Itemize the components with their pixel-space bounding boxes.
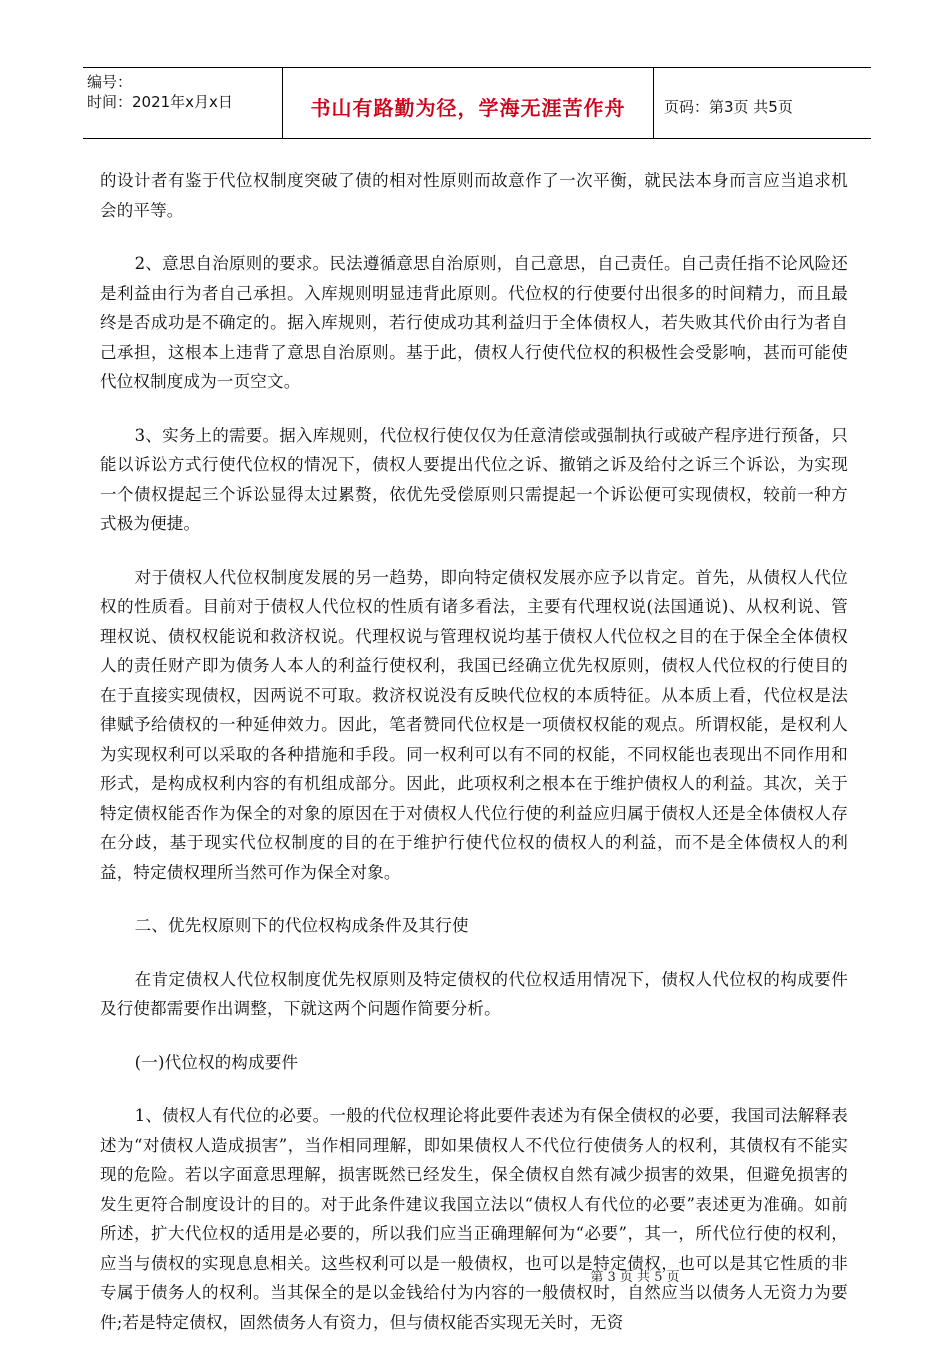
page-info: 页码：第3页 共5页 bbox=[664, 97, 793, 116]
section-heading: 二、优先权原则下的代位权构成条件及其行使 bbox=[134, 916, 469, 935]
paragraph-3: 3、实务上的需要。据入库规则，代位权行使仅仅为任意清偿或强制执行或破产程序进行预备，只能以诉讼方式行使代位权的情况下，债权人要提出代位之诉、撤销之诉及给付之诉三个诉讼，为实现一个债权提起三个诉讼显得太过累赘，依优先受偿原则只需提起一个诉讼便可实现债权，较前一种方式极为便捷。 bbox=[100, 425, 848, 533]
header-page-info-cell bbox=[654, 74, 871, 138]
subsection-heading: (一)代位权的构成要件 bbox=[134, 1052, 299, 1072]
header-meta bbox=[83, 68, 283, 138]
paragraph-6: 在肯定债权人代位权制度优先权原则及特定债权的代位权适用情况下，债权人代位权的构成要件及行使都需要作出调整，下就这两个问题作简要分析。 bbox=[100, 969, 848, 1018]
number-label: 编号： bbox=[87, 73, 133, 91]
motto: 书山有路勤为径，学海无涯苦作舟 bbox=[310, 95, 626, 120]
header-motto-cell bbox=[283, 68, 654, 138]
document-body bbox=[100, 166, 848, 1361]
paragraph-4: 对于债权人代位权制度发展的另一趋势，即向特定债权发展亦应予以肯定。首先，从债权人代位权的性质看。目前对于债权人代位权的性质有诸多看法，主要有代理权说(法国通说)、从权利说、管理权说、债权权能说和救济权说。代理权说与管理权说均基于债权人代位权之目的在于保全全体债权人的责任财产即为债务人本人的利益行使权利，我国已经确立优先权原则，债权人代位权的行使目的在于直接实现债权，因两说不可取。救济权说没有反映代位权的本质特征。从本质上看，代位权是法律赋予给债权的一种延伸效力。因此，笔者赞同代位权是一项债权权能的观点。所谓权能，是权利人为实现权利可以采取的各种措施和手段。同一权利可以有不同的权能，不同权能也表现出不同作用和形式，是构成权利内容的有机组成部分。因此，此项权利之根本在于维护债权人的利益。其次，关于特定债权能否作为保全的对象的原因在于对债权人代位行使的利益应归属于债权人还是全体债权人存在分歧，基于现实代位权制度的目的在于维护行使代位权的债权人的利益，而不是全体债权人的利益，特定债权理所当然可作为保全对象。 bbox=[100, 567, 848, 882]
header-table bbox=[83, 67, 871, 139]
paragraph-2: 2、意思自治原则的要求。民法遵循意思自治原则，自己意思，自己责任。自己责任指不论风险还是利益由行为者自己承担。入库规则明显违背此原则。代位权的行使要付出很多的时间精力，而且最终是否成功是不确定的。据入库规则，若行使成功其利益归于全体债权人，若失败其代价由行为者自己承担，这根本上违背了意思自治原则。基于此，债权人行使代位权的积极性会受影响，甚而可能使代位权制度成为一页空文。 bbox=[100, 254, 848, 391]
page-footer: 第 3 页 共 5 页 bbox=[590, 1270, 680, 1285]
paragraph-1: 的设计者有鉴于代位权制度突破了债的相对性原则而故意作了一次平衡，就民法本身而言应当追求机会的平等。 bbox=[100, 171, 848, 220]
paragraph-8: 1、债权人有代位的必要。一般的代位权理论将此要件表述为有保全债权的必要，我国司法解释表述为“对债权人造成损害”，当作相同理解，即如果债权人不代位行使债务人的权利，其债权有不能实现的危险。若以字面意思理解，损害既然已经发生，保全债权自然有减少损害的效果，但避免损害的发生更符合制度设计的目的。对于此条件建议我国立法以“债权人有代位的必要”表述更为准确。如前所述，扩大代位权的适用是必要的，所以我们应当正确理解何为“必要”，其一，所代位行使的权利，应当与债权的实现息息相关。这些权利可以是一般债权，也可以是特定债权，也可以是其它性质的非专属于债务人的权利。当其保全的是以金钱给付为内容的一般债权时，自然应当以债务人无资力为要件;若是特定债权，固然债务人有资力，但与债权能否实现无关时，无资 bbox=[100, 1106, 848, 1332]
date-line: 时间：2021年x月x日 bbox=[87, 93, 233, 111]
